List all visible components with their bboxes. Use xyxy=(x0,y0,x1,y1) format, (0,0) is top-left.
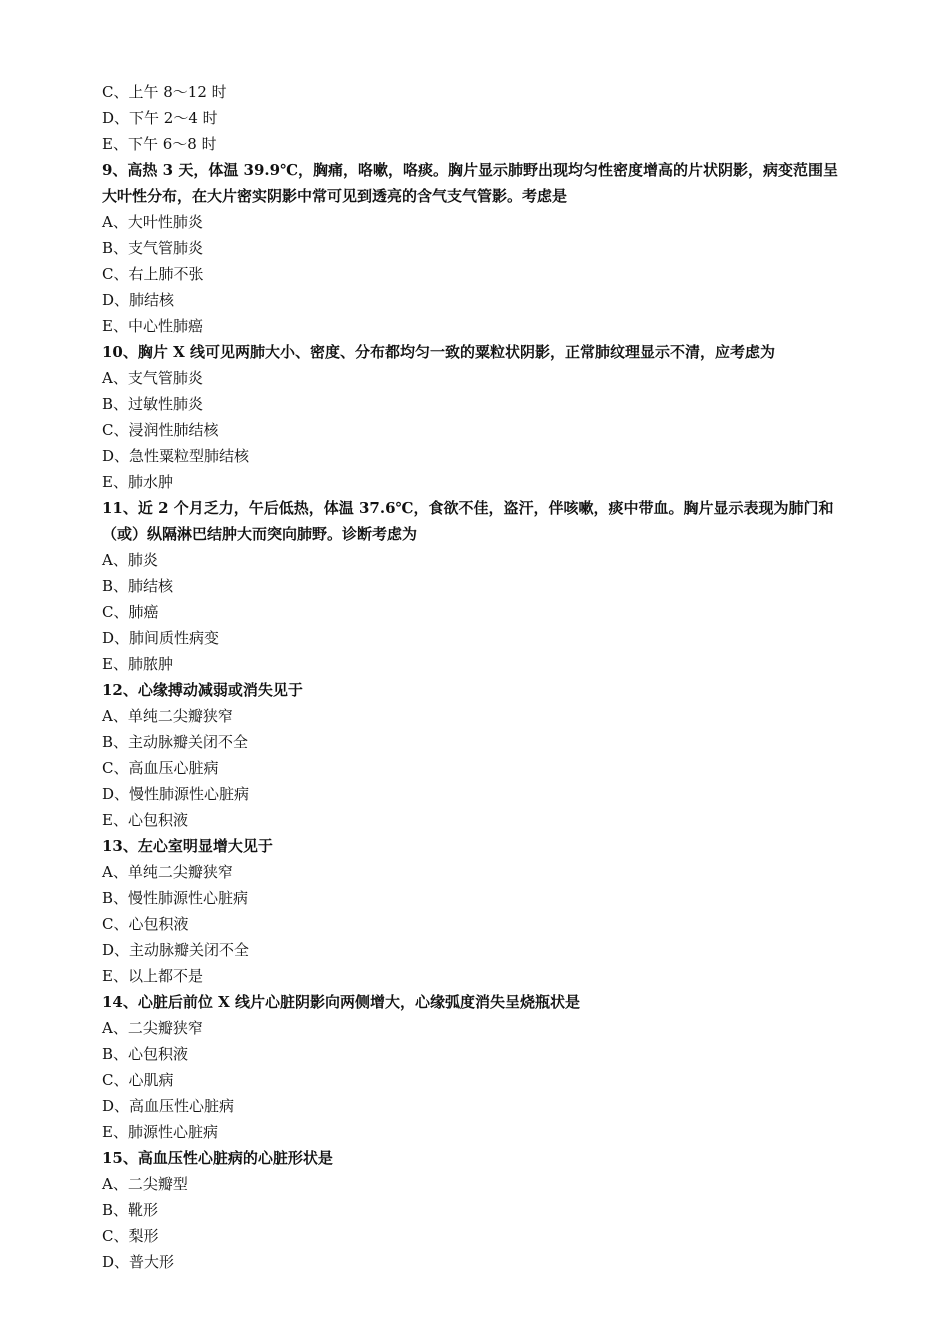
option-item: C、右上肺不张 xyxy=(102,265,204,283)
question-block xyxy=(102,339,850,495)
question-block xyxy=(102,495,850,677)
question-text: 9、高热 3 天，体温 39.9℃，胸痛，咯嗽，咯痰。胸片显示肺野出现均匀性密度增高的片状阴影，病变范围呈大叶性分布，在大片密实阴影中常可见到透亮的含气支气管影。考虑是 xyxy=(102,161,839,205)
option-item: C、心包积液 xyxy=(102,915,189,933)
option-item: A、二尖瓣狭窄 xyxy=(102,1019,203,1037)
question-block xyxy=(102,1145,850,1275)
option-item: E、肺水肿 xyxy=(102,473,173,491)
option-item: D、肺间质性病变 xyxy=(102,629,220,647)
option-item: E、以上都不是 xyxy=(102,967,203,985)
option-item: C、上午 8～12 时 xyxy=(102,83,227,101)
option-item: B、过敏性肺炎 xyxy=(102,395,204,413)
option-item: D、下午 2～4 时 xyxy=(102,109,218,127)
option-item: C、心肌病 xyxy=(102,1071,174,1089)
option-item: A、大叶性肺炎 xyxy=(102,213,203,231)
option-item: C、肺癌 xyxy=(102,603,159,621)
option-item: E、肺源性心脏病 xyxy=(102,1123,218,1141)
question-text: 12、心缘搏动减弱或消失见于 xyxy=(102,681,303,699)
option-item: D、急性粟粒型肺结核 xyxy=(102,447,250,465)
option-item: C、高血压心脏病 xyxy=(102,759,219,777)
option-item: E、下午 6～8 时 xyxy=(102,135,217,153)
option-item: B、支气管肺炎 xyxy=(102,239,204,257)
question-block xyxy=(102,157,850,339)
option-item: D、高血压性心脏病 xyxy=(102,1097,235,1115)
option-item: E、心包积液 xyxy=(102,811,188,829)
option-item: A、二尖瓣型 xyxy=(102,1175,188,1193)
option-item: B、心包积液 xyxy=(102,1045,189,1063)
question-text: 13、左心室明显增大见于 xyxy=(102,837,273,855)
option-item: B、靴形 xyxy=(102,1201,159,1219)
question-text: 14、心脏后前位 X 线片心脏阴影向两侧增大，心缘弧度消失呈烧瓶状是 xyxy=(102,993,580,1011)
document-page xyxy=(102,79,850,1275)
question-block xyxy=(102,677,850,833)
question-text: 15、高血压性心脏病的心脏形状是 xyxy=(102,1149,333,1167)
option-item: B、肺结核 xyxy=(102,577,174,595)
option-item: D、普大形 xyxy=(102,1253,175,1271)
option-item: A、单纯二尖瓣狭窄 xyxy=(102,707,233,725)
option-item: A、肺炎 xyxy=(102,551,158,569)
option-item: E、中心性肺癌 xyxy=(102,317,203,335)
option-item: C、浸润性肺结核 xyxy=(102,421,219,439)
option-item: C、梨形 xyxy=(102,1227,159,1245)
question-text: 11、近 2 个月乏力，午后低热，体温 37.6℃，食欲不佳，盗汗，伴咳嗽，痰中带血。胸片显示表现为肺门和（或）纵隔淋巴结肿大而突向肺野。诊断考虑为 xyxy=(102,499,834,543)
option-item: D、肺结核 xyxy=(102,291,175,309)
option-item: E、肺脓肿 xyxy=(102,655,173,673)
option-item: A、支气管肺炎 xyxy=(102,369,203,387)
question-block xyxy=(102,833,850,989)
leading-options xyxy=(102,79,850,157)
option-item: D、慢性肺源性心脏病 xyxy=(102,785,250,803)
question-text: 10、胸片 X 线可见两肺大小、密度、分布都均匀一致的粟粒状阴影，正常肺纹理显示不清，应考虑为 xyxy=(102,343,775,361)
option-item: A、单纯二尖瓣狭窄 xyxy=(102,863,233,881)
option-item: D、主动脉瓣关闭不全 xyxy=(102,941,250,959)
option-item: B、主动脉瓣关闭不全 xyxy=(102,733,249,751)
question-block xyxy=(102,989,850,1145)
option-item: B、慢性肺源性心脏病 xyxy=(102,889,249,907)
